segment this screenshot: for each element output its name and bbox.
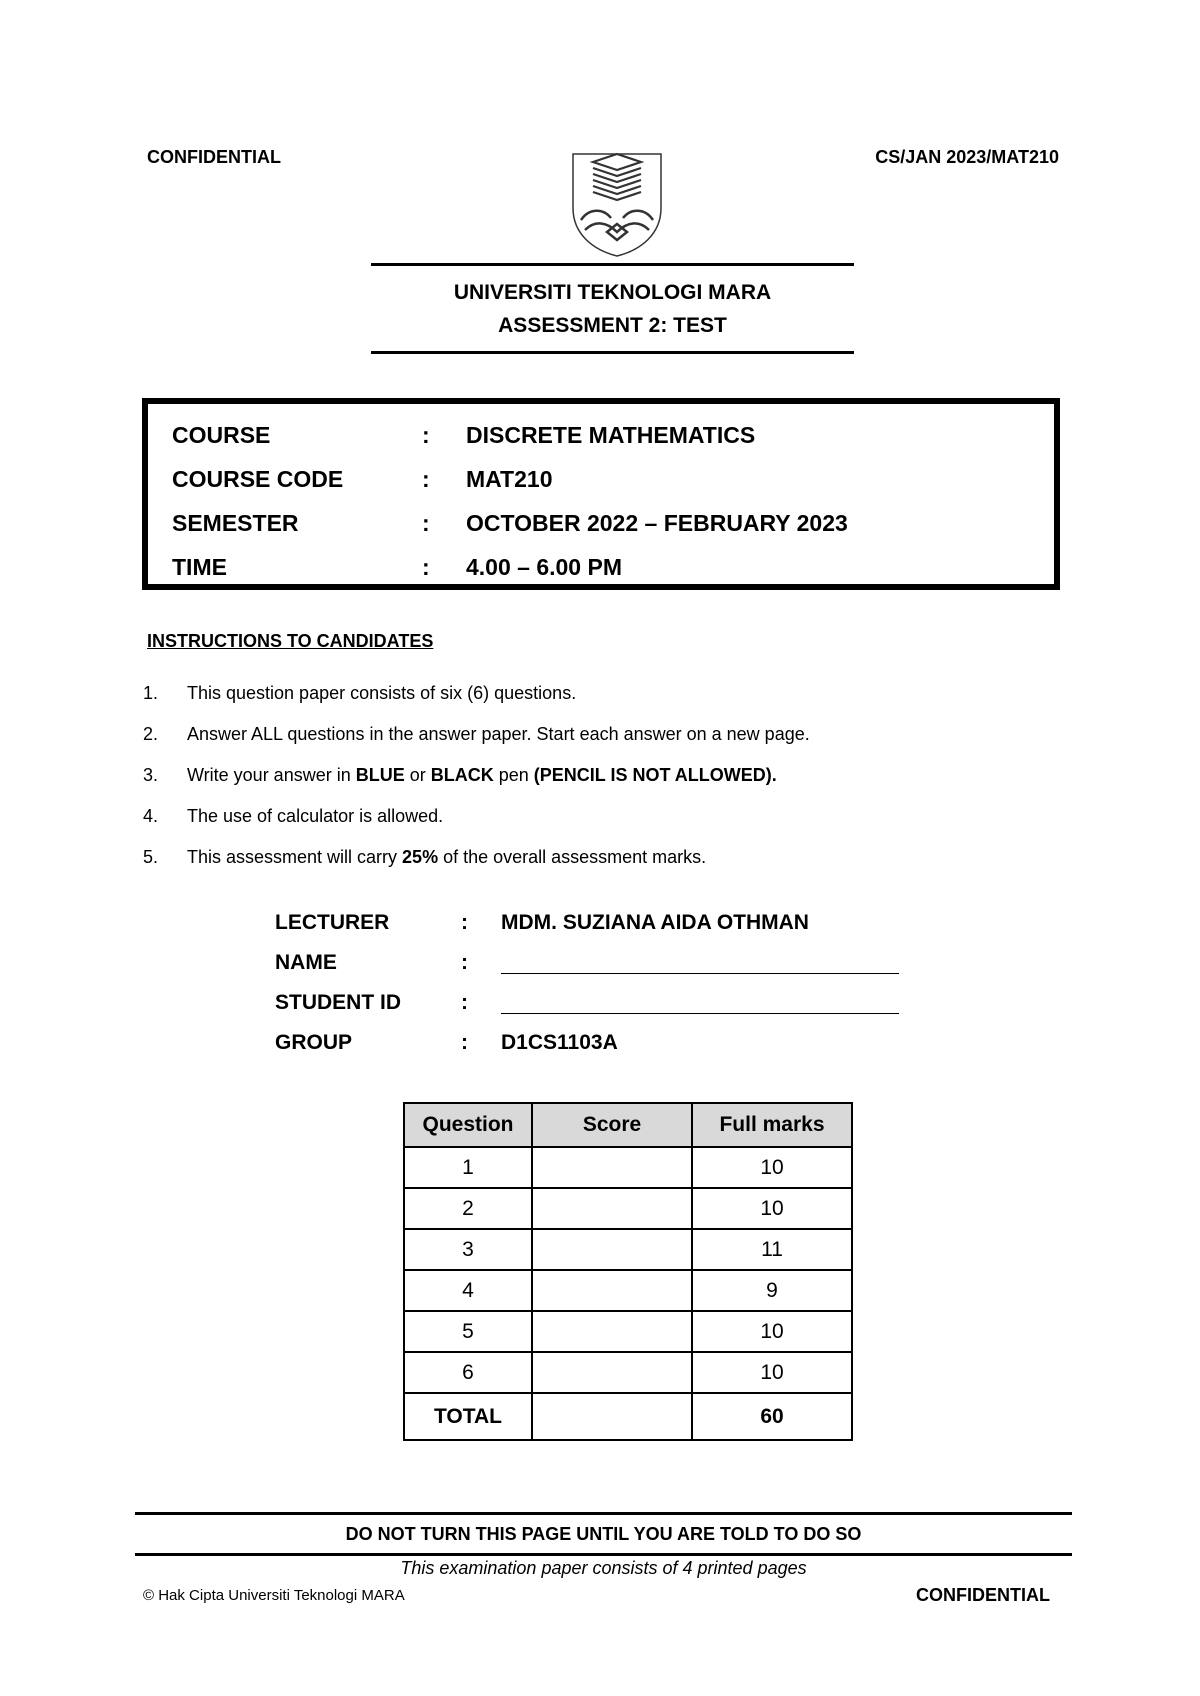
name-field[interactable]	[501, 973, 899, 974]
university-crest-icon	[567, 150, 667, 258]
instruction-bold-percent: 25%	[402, 847, 439, 867]
student-id-label: STUDENT ID	[275, 991, 401, 1014]
time-sep: :	[422, 554, 430, 580]
table-row	[404, 1147, 852, 1188]
total-full-marks: 60	[692, 1393, 852, 1440]
total-row	[404, 1393, 852, 1440]
footer-warning: DO NOT TURN THIS PAGE UNTIL YOU ARE TOLD TO DO SO	[345, 1524, 862, 1544]
time-label: TIME	[172, 554, 227, 580]
instruction-text: Answer ALL questions in the answer paper. Start each answer on a new page.	[187, 724, 810, 744]
semester-value: OCTOBER 2022 – FEBRUARY 2023	[466, 510, 848, 536]
instruction-bold-blue: BLUE	[355, 765, 405, 785]
score-cell[interactable]	[532, 1270, 692, 1311]
instruction-text-part: Write your answer in	[187, 765, 356, 785]
header-score: Score	[532, 1103, 692, 1147]
header-full-marks: Full marks	[692, 1103, 852, 1147]
instruction-text: This question paper consists of six (6) questions.	[187, 683, 577, 703]
course-code-label: COURSE CODE	[172, 466, 344, 492]
instruction-text	[187, 847, 706, 868]
question-number: 5	[404, 1311, 532, 1352]
footer-confidential: CONFIDENTIAL	[916, 1585, 1050, 1605]
lecturer-sep: :	[461, 911, 468, 934]
table-row	[404, 1229, 852, 1270]
question-number: 4	[404, 1270, 532, 1311]
semester-label: SEMESTER	[172, 510, 299, 536]
full-marks-cell: 10	[692, 1311, 852, 1352]
full-marks-cell: 10	[692, 1188, 852, 1229]
instruction-text-part: of the overall assessment marks.	[438, 847, 707, 867]
instruction-text-part: pen	[493, 765, 534, 785]
course-code-value: MAT210	[466, 466, 553, 492]
lecturer-label: LECTURER	[275, 911, 390, 934]
total-label: TOTAL	[404, 1393, 532, 1440]
instruction-number: 5.	[143, 847, 159, 867]
header-paper-code: CS/JAN 2023/MAT210	[875, 147, 1059, 167]
instruction-bold-pencil: (PENCIL IS NOT ALLOWED).	[533, 765, 777, 785]
assessment-title: ASSESSMENT 2: TEST	[498, 314, 727, 337]
table-row	[404, 1188, 852, 1229]
group-sep: :	[461, 1031, 468, 1054]
course-sep: :	[422, 422, 430, 448]
course-value: DISCRETE MATHEMATICS	[466, 422, 756, 448]
course-info-box	[142, 398, 1060, 590]
copyright: © Hak Cipta Universiti Teknologi MARA	[143, 1587, 405, 1604]
instruction-text-part: This assessment will carry	[187, 847, 403, 867]
university-name: UNIVERSITI TEKNOLOGI MARA	[453, 281, 772, 304]
instruction-number: 4.	[143, 806, 159, 826]
question-number: 6	[404, 1352, 532, 1393]
student-id-field[interactable]	[501, 1013, 899, 1014]
course-code-sep: :	[422, 466, 430, 492]
semester-sep: :	[422, 510, 430, 536]
score-table	[403, 1102, 853, 1441]
name-label: NAME	[275, 951, 337, 974]
total-score-cell[interactable]	[532, 1393, 692, 1440]
header-confidential: CONFIDENTIAL	[147, 147, 281, 167]
student-id-sep: :	[461, 991, 468, 1014]
score-cell[interactable]	[532, 1147, 692, 1188]
score-cell[interactable]	[532, 1352, 692, 1393]
instructions-heading: INSTRUCTIONS TO CANDIDATES	[147, 631, 434, 651]
instruction-text	[187, 765, 777, 786]
footer-bottom-rule	[135, 1553, 1072, 1556]
question-number: 2	[404, 1188, 532, 1229]
score-cell[interactable]	[532, 1229, 692, 1270]
instruction-number: 3.	[143, 765, 159, 785]
group-label: GROUP	[275, 1031, 353, 1054]
instruction-number: 2.	[143, 724, 159, 744]
title-top-rule	[371, 263, 854, 266]
instruction-number: 1.	[143, 683, 159, 703]
question-number: 1	[404, 1147, 532, 1188]
page-count-note: This examination paper consists of 4 printed pages	[400, 1558, 807, 1578]
course-label: COURSE	[172, 422, 271, 448]
full-marks-cell: 10	[692, 1352, 852, 1393]
full-marks-cell: 10	[692, 1147, 852, 1188]
question-number: 3	[404, 1229, 532, 1270]
footer-top-rule	[135, 1512, 1072, 1515]
table-row	[404, 1311, 852, 1352]
header-question: Question	[404, 1103, 532, 1147]
score-cell[interactable]	[532, 1311, 692, 1352]
full-marks-cell: 9	[692, 1270, 852, 1311]
full-marks-cell: 11	[692, 1229, 852, 1270]
lecturer-value: MDM. SUZIANA AIDA OTHMAN	[501, 911, 809, 934]
score-cell[interactable]	[532, 1188, 692, 1229]
title-bottom-rule	[371, 351, 854, 354]
time-value: 4.00 – 6.00 PM	[466, 554, 622, 580]
name-sep: :	[461, 951, 468, 974]
instruction-bold-black: BLACK	[430, 765, 494, 785]
table-row	[404, 1270, 852, 1311]
group-value: D1CS1103A	[501, 1031, 618, 1054]
table-row	[404, 1352, 852, 1393]
instruction-text-part: or	[404, 765, 431, 785]
score-table-header	[404, 1103, 852, 1147]
instruction-text: The use of calculator is allowed.	[187, 806, 444, 826]
